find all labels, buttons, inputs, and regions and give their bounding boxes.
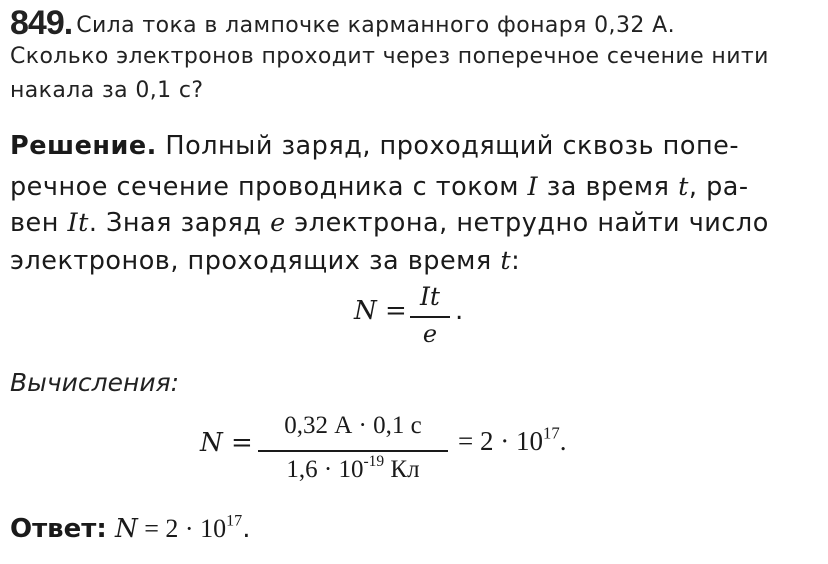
- var-e: e: [270, 208, 286, 238]
- solution-text-2b: за время: [538, 172, 679, 202]
- solution-text-1: Полный заряд, проходящий сквозь попе-: [156, 131, 740, 161]
- formula-2-fraction: [258, 410, 448, 490]
- formula-2-result-base: = 2 · 10: [458, 426, 543, 456]
- var-I: I: [527, 172, 539, 202]
- solution-line-3: [10, 208, 769, 238]
- formula-2-result-exp: 17: [542, 423, 560, 443]
- problem-line-3: накала за 0,1 с?: [10, 78, 204, 103]
- var-t: t: [678, 172, 689, 202]
- solution-text-2a: речное сечение проводника с током: [10, 172, 528, 202]
- solution-line-1: [10, 131, 739, 161]
- solution-text-4b: :: [511, 246, 521, 276]
- answer-line: [10, 514, 250, 544]
- formula-2-result-end: .: [559, 426, 567, 456]
- var-It: It: [67, 208, 89, 238]
- formula-1-lhs: N =: [354, 296, 407, 326]
- solution-text-3a: вен: [10, 208, 68, 238]
- formula-2-bar: [258, 450, 448, 452]
- formula-2-lhs: N =: [200, 428, 253, 458]
- solution-line-2: [10, 172, 749, 202]
- formula-1-numerator: It: [420, 282, 440, 311]
- solution-text-4a: электронов, проходящих за время: [10, 246, 501, 276]
- solution-text-2c: , ра-: [688, 172, 749, 202]
- formula-1-denominator: e: [422, 320, 438, 348]
- answer-end: .: [242, 514, 251, 544]
- problem-text-1: Сила тока в лампочке карманного фонаря 0,32 А.: [76, 13, 675, 38]
- answer-exp: 17: [226, 512, 243, 530]
- formula-2-den-unit: Кл: [384, 456, 420, 483]
- answer-label: Ответ:: [10, 514, 107, 544]
- solution-line-4: [10, 246, 520, 276]
- solution-text-3b: . Зная заряд: [88, 208, 271, 238]
- formula-1-end: .: [455, 296, 464, 326]
- formula-1-bar: [410, 316, 450, 318]
- solution-label: Решение.: [10, 131, 157, 161]
- problem-line-2: Сколько электронов проходит через поперечное сечение нити: [10, 44, 769, 69]
- calc-heading: Вычисления:: [10, 368, 180, 397]
- formula-2-result: [458, 423, 567, 457]
- answer-value: = 2 · 10: [137, 514, 227, 543]
- formula-2-den-base: 1,6 · 10: [286, 456, 364, 483]
- formula-2-den-exp: -19: [363, 453, 385, 471]
- var-t-2: t: [500, 246, 512, 276]
- problem-line-1: [10, 4, 675, 43]
- problem-number: 849.: [10, 4, 73, 42]
- answer-var: N: [115, 514, 138, 544]
- formula-2-denominator: [258, 453, 448, 484]
- formula-1-fraction: [410, 282, 450, 352]
- solution-text-3c: электрона, нетрудно найти число: [285, 208, 769, 238]
- formula-2-numerator: 0,32 А · 0,1 с: [284, 412, 422, 439]
